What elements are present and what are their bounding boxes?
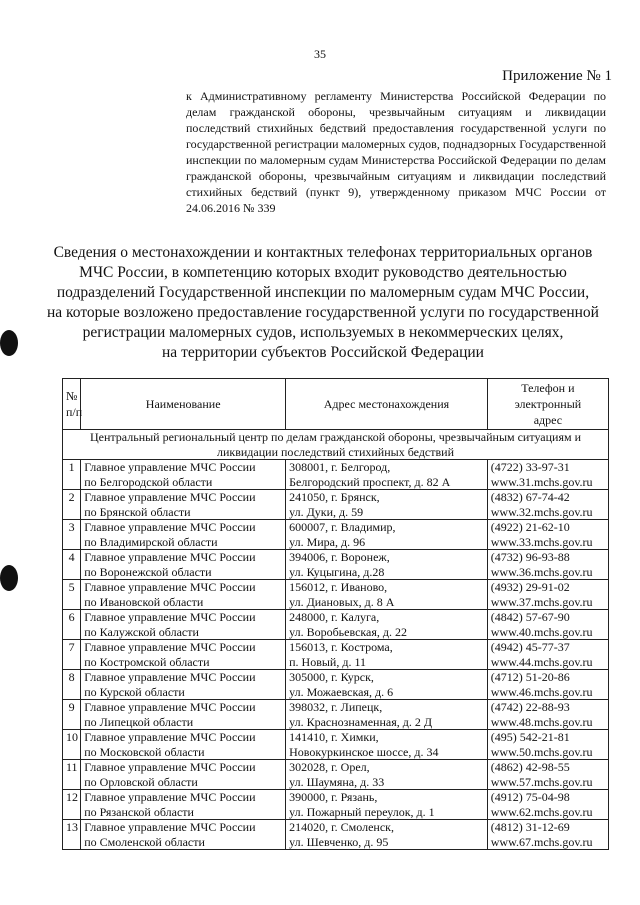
table-row [63, 700, 609, 730]
office-name [81, 820, 286, 850]
heading-line: на территории субъектов Российской Федерации [162, 344, 484, 361]
office-contact [487, 550, 608, 580]
office-address-line: ул. Шевченко, д. 95 [289, 834, 389, 849]
office-address-line: 214020, г. Смоленск, [289, 820, 395, 834]
row-number: 8 [63, 670, 81, 700]
header-contact [487, 379, 608, 430]
office-name [81, 730, 286, 760]
header-name: Наименование [81, 379, 286, 430]
heading-line: подразделений Государственной инспекции по маломерным судам МЧС России, [56, 284, 590, 301]
office-contact [487, 580, 608, 610]
office-name-line: Главное управление МЧС России [84, 610, 256, 624]
row-number: 13 [63, 820, 81, 850]
region-line: ликвидации последствий стихийных бедствий [216, 444, 455, 459]
row-number: 5 [63, 580, 81, 610]
office-website: www.32.mchs.gov.ru [490, 504, 593, 519]
office-name-line: по Калужской области [84, 624, 199, 639]
office-contact [487, 700, 608, 730]
office-name [81, 490, 286, 520]
office-website: www.44.mchs.gov.ru [490, 654, 593, 669]
row-number: 6 [63, 610, 81, 640]
office-contact [487, 490, 608, 520]
office-website: www.36.mchs.gov.ru [490, 564, 593, 579]
office-contact [487, 670, 608, 700]
office-address-line: 241050, г. Брянск, [289, 490, 380, 504]
office-name-line: по Смоленской области [84, 834, 205, 849]
office-address-line: 394006, г. Воронеж, [289, 550, 390, 564]
office-name-line: по Ивановской области [84, 594, 204, 609]
office-name-line: по Орловской области [84, 774, 198, 789]
office-contact [487, 730, 608, 760]
region-title [63, 430, 609, 460]
office-name [81, 610, 286, 640]
office-address [286, 670, 488, 700]
office-phone: (4812) 31-12-69 [490, 820, 570, 834]
office-address [286, 790, 488, 820]
office-contact [487, 760, 608, 790]
row-number: 9 [63, 700, 81, 730]
office-address [286, 550, 488, 580]
office-contact [487, 790, 608, 820]
table-row [63, 490, 609, 520]
office-address-line: 302028, г. Орел, [289, 760, 370, 774]
office-phone: (4722) 33-97-31 [490, 460, 570, 474]
office-address-line: ул. Краснознаменная, д. 2 Д [289, 714, 433, 729]
region-line: Центральный региональный центр по делам гражданской обороны, чрезвычайным ситуациям и [90, 430, 581, 444]
office-phone: (4832) 67-74-42 [490, 490, 570, 504]
row-number: 11 [63, 760, 81, 790]
office-phone: (495) 542-21-81 [490, 730, 570, 744]
office-address-line: ул. Пожарный переулок, д. 1 [289, 804, 435, 819]
office-name-line: по Воронежской области [84, 564, 212, 579]
office-name-line: по Брянской области [84, 504, 191, 519]
office-website: www.40.mchs.gov.ru [490, 624, 593, 639]
table-row [63, 670, 609, 700]
office-address-line: 600007, г. Владимир, [289, 520, 396, 534]
office-website: www.48.mchs.gov.ru [490, 714, 593, 729]
appendix-title: Приложение № 1 [502, 68, 612, 84]
heading-line: Сведения о местонахождении и контактных телефонах территориальных органов [53, 244, 593, 261]
office-address [286, 640, 488, 670]
office-website: www.33.mchs.gov.ru [490, 534, 593, 549]
office-name-line: по Курской области [84, 684, 185, 699]
office-address [286, 730, 488, 760]
table-row [63, 760, 609, 790]
office-website: www.57.mchs.gov.ru [490, 774, 593, 789]
office-name-line: Главное управление МЧС России [84, 730, 256, 744]
office-address [286, 820, 488, 850]
office-name [81, 790, 286, 820]
office-name-line: Главное управление МЧС России [84, 640, 256, 654]
table-row [63, 730, 609, 760]
header-num [63, 379, 81, 430]
office-phone: (4742) 22-88-93 [490, 700, 570, 714]
table-row [63, 580, 609, 610]
office-address [286, 460, 488, 490]
office-address [286, 520, 488, 550]
office-name-line: по Костромской области [84, 654, 210, 669]
office-name-line: Главное управление МЧС России [84, 520, 256, 534]
office-name-line: Главное управление МЧС России [84, 760, 256, 774]
office-address [286, 700, 488, 730]
office-name-line: Главное управление МЧС России [84, 460, 256, 474]
table-row [63, 790, 609, 820]
office-website: www.31.mchs.gov.ru [490, 474, 593, 489]
office-address-line: 390000, г. Рязань, [289, 790, 378, 804]
office-name-line: Главное управление МЧС России [84, 820, 256, 834]
office-address-line: ул. Можаевская, д. 6 [289, 684, 394, 699]
table-row [63, 520, 609, 550]
office-phone: (4862) 42-98-55 [490, 760, 570, 774]
office-name [81, 580, 286, 610]
row-number: 10 [63, 730, 81, 760]
office-address-line: 308001, г. Белгород, [289, 460, 391, 474]
appendix-text: к Административному регламенту Министерства Российской Федерации по делам гражданской обороны, чрезвычайным ситуациям и ликвидации последствий стихийных бедствий предоставления государственной услуги по государственной регистрации маломерных судов, поднадзорных Государственной инспекции по маломерным судам Министерства Российской Федерации по делам гражданской обороны, чрезвычайным ситуациям и ликвидации последствий стихийных бедствий (пункт 9), утвержденному приказом МЧС России от 24.06.2016 № 339 [186, 89, 606, 215]
office-contact [487, 820, 608, 850]
office-name-line: Главное управление МЧС России [84, 670, 256, 684]
heading-line: на которые возложено предоставление государственной услуги по государственной [47, 304, 599, 321]
header-address: Адрес местонахождения [286, 379, 488, 430]
header-contact-line: электронный [514, 397, 582, 411]
row-number: 1 [63, 460, 81, 490]
office-name-line: по Московской области [84, 744, 205, 759]
office-phone: (4912) 75-04-98 [490, 790, 570, 804]
office-address-line: ул. Куцыгина, д.28 [289, 564, 385, 579]
office-name [81, 460, 286, 490]
office-address-line: ул. Дуки, д. 59 [289, 504, 364, 519]
office-contact [487, 610, 608, 640]
header-num-line: № [66, 389, 78, 403]
office-website: www.50.mchs.gov.ru [490, 744, 593, 759]
office-phone: (4842) 57-67-90 [490, 610, 570, 624]
page-number: 35 [314, 47, 326, 61]
table-row [63, 640, 609, 670]
office-phone: (4712) 51-20-86 [490, 670, 570, 684]
table-header-row [63, 379, 609, 430]
punch-hole-mark [0, 330, 18, 356]
office-address-line: ул. Воробьевская, д. 22 [289, 624, 407, 639]
office-address [286, 610, 488, 640]
office-contact [487, 640, 608, 670]
office-name [81, 520, 286, 550]
table-row [63, 820, 609, 850]
office-name-line: по Владимирской области [84, 534, 218, 549]
table-row [63, 610, 609, 640]
office-address-line: Новокуркинское шоссе, д. 34 [289, 744, 439, 759]
office-name [81, 700, 286, 730]
heading-line: регистрации маломерных судов, используемых в некоммерческих целях, [82, 324, 564, 341]
office-phone: (4942) 45-77-37 [490, 640, 570, 654]
office-name-line: Главное управление МЧС России [84, 700, 256, 714]
row-number: 7 [63, 640, 81, 670]
office-website: www.37.mchs.gov.ru [490, 594, 593, 609]
office-name [81, 760, 286, 790]
office-contact [487, 460, 608, 490]
office-address-line: ул. Мира, д. 96 [289, 534, 366, 549]
office-name-line: по Белгородской области [84, 474, 213, 489]
office-address [286, 490, 488, 520]
office-address-line: п. Новый, д. 11 [289, 654, 367, 669]
offices-table [62, 378, 609, 850]
office-address-line: ул. Диановых, д. 8 А [289, 594, 395, 609]
row-number: 12 [63, 790, 81, 820]
office-address-line: 156012, г. Иваново, [289, 580, 388, 594]
region-group-row [63, 430, 609, 460]
punch-hole-mark [0, 565, 18, 591]
heading-line: МЧС России, в компетенцию которых входит руководство деятельностью [79, 264, 567, 281]
office-name-line: Главное управление МЧС России [84, 550, 256, 564]
office-website: www.62.mchs.gov.ru [490, 804, 593, 819]
office-phone: (4922) 21-62-10 [490, 520, 570, 534]
office-address-line: 305000, г. Курск, [289, 670, 374, 684]
office-name [81, 550, 286, 580]
office-website: www.46.mchs.gov.ru [490, 684, 593, 699]
row-number: 2 [63, 490, 81, 520]
office-phone: (4932) 29-91-02 [490, 580, 570, 594]
office-address-line: 398032, г. Липецк, [289, 700, 383, 714]
office-name [81, 670, 286, 700]
office-address [286, 760, 488, 790]
office-address-line: Белгородский проспект, д. 82 А [289, 474, 451, 489]
office-phone: (4732) 96-93-88 [490, 550, 570, 564]
table-row [63, 550, 609, 580]
office-contact [487, 520, 608, 550]
row-number: 4 [63, 550, 81, 580]
header-num-line: п/п [66, 405, 83, 419]
office-name-line: по Рязанской области [84, 804, 194, 819]
table-row [63, 460, 609, 490]
office-name-line: Главное управление МЧС России [84, 580, 256, 594]
office-name [81, 640, 286, 670]
office-name-line: по Липецкой области [84, 714, 194, 729]
document-heading [40, 243, 606, 363]
office-address-line: 141410, г. Химки, [289, 730, 379, 744]
office-address-line: 248000, г. Калуга, [289, 610, 380, 624]
header-contact-line: Телефон и [521, 381, 575, 395]
office-name-line: Главное управление МЧС России [84, 790, 256, 804]
office-address-line: 156013, г. Кострома, [289, 640, 393, 654]
header-contact-line: адрес [533, 413, 563, 427]
row-number: 3 [63, 520, 81, 550]
office-address [286, 580, 488, 610]
office-address-line: ул. Шаумяна, д. 33 [289, 774, 385, 789]
office-website: www.67.mchs.gov.ru [490, 834, 593, 849]
office-name-line: Главное управление МЧС России [84, 490, 256, 504]
